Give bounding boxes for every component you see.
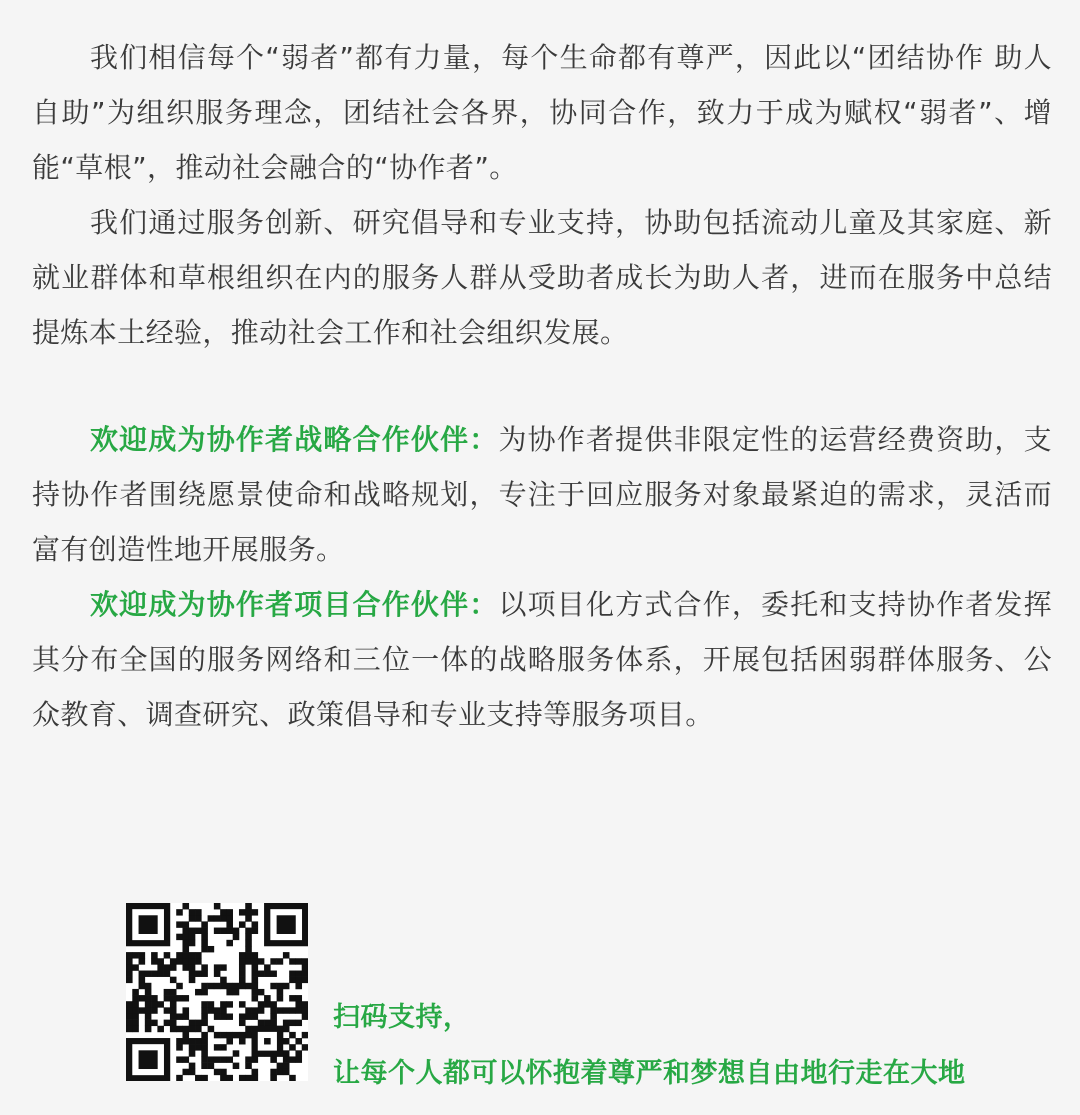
article-body: [32, 30, 1052, 742]
intro-paragraph-2: 我们通过服务创新、研究倡导和专业支持，协助包括流动儿童及其家庭、新就业群体和草根组织在内的服务人群从受助者成长为助人者，进而在服务中总结提炼本土经验，推动社会工作和社会组织发展。: [32, 206, 1052, 349]
qr-code-icon[interactable]: [126, 903, 308, 1081]
project-partner-heading: 欢迎成为协作者项目合作伙伴：: [90, 588, 499, 621]
support-caption-line-1: 扫码支持，: [333, 1002, 471, 1033]
intro-paragraph-1: 我们相信每个“弱者”都有力量，每个生命都有尊严，因此以“团结协作 助人自助”为组织服务理念，团结社会各界，协同合作，致力于成为赋权“弱者”、增能“草根”，推动社会融合的“协作者”。: [32, 41, 1052, 184]
strategic-partner-heading: 欢迎成为协作者战略合作伙伴：: [90, 423, 499, 456]
qr-code-graphic: [126, 903, 308, 1081]
strategic-partner-text: 为协作者提供非限定性的运营经费资助，支持协作者围绕愿景使命和战略规划，专注于回应服务对象最紧迫的需求，灵活而富有创造性地开展服务。: [32, 423, 1052, 566]
qr-modules: [126, 903, 308, 1081]
support-caption-line-2: 让每个人都可以怀抱着尊严和梦想自由地行走在大地: [333, 1058, 966, 1089]
strategic-partner-paragraph: [32, 412, 1052, 577]
support-caption: [333, 990, 966, 1102]
project-partner-paragraph: [32, 577, 1052, 742]
project-partner-text: 以项目化方式合作，委托和支持协作者发挥其分布全国的服务网络和三位一体的战略服务体系，开展包括困弱群体服务、公众教育、调查研究、政策倡导和专业支持等服务项目。: [32, 588, 1052, 731]
section-spacer: [32, 360, 1052, 412]
